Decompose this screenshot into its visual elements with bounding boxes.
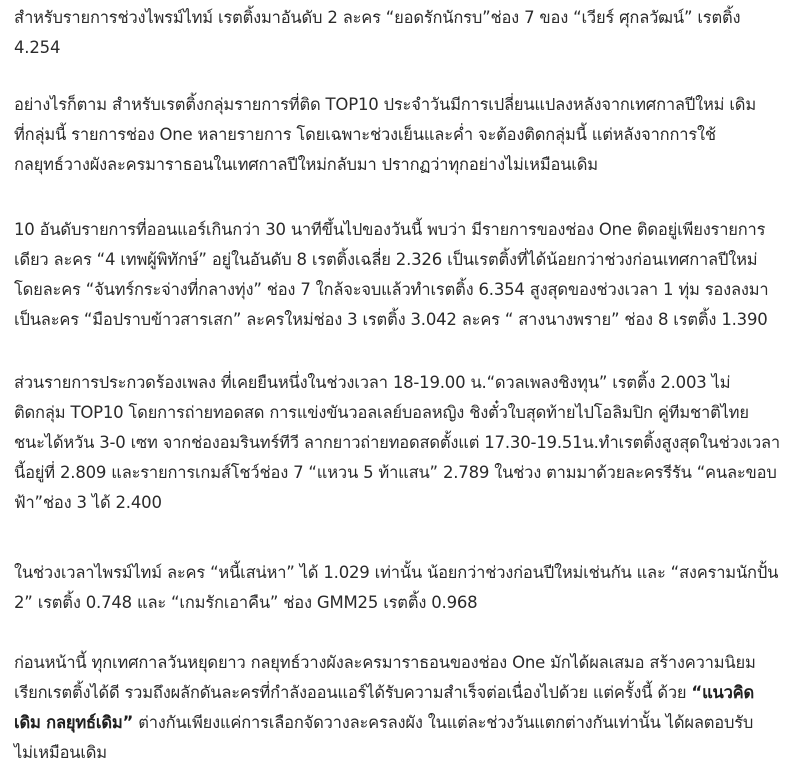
text-line: 10 อันดับรายการที่ออนแอร์เกินกว่า 30 นาทีขึ้นไปของวันนี้ พบว่า มีรายการของช่อง One ติดอยู่เพียงรายการ — [14, 220, 766, 239]
paragraph-singing-contest — [14, 368, 780, 518]
text-segment: ต่างกันเพียงแค่การเลือกจัดวางละครลงผัง ในแต่ละช่วงวันแตกต่างกันเท่านั้น ได้ผลตอบรับ — [133, 713, 754, 732]
text-line: กลยุทธ์วางผังละครมาราธอนในเทศกาลปีใหม่กลับมา ปรากฏว่าทุกอย่างไม่เหมือนเดิม — [14, 155, 598, 174]
bold-phrase: “แนวคิด — [691, 683, 754, 702]
text-line — [14, 708, 756, 738]
paragraph-top10-change — [14, 90, 756, 180]
text-line: ในช่วงเวลาไพรม์ไทม์ ละคร “หนี้เสน่หา” ได้ 1.029 เท่านั้น น้อยกว่าช่วงก่อนปีใหม่เช่นกัน และ “สงครามนักปั้น — [14, 563, 779, 582]
text-line: โดยละคร “จันทร์กระจ่างที่กลางทุ่ง” ช่อง 7 ใกล้จะจบแล้วทำเรตติ้ง 6.354 สูงสุดของช่วงเวลา 1 ทุ่ม รองลงมา — [14, 280, 769, 299]
text-line: ติดกลุ่ม TOP10 โดยการถ่ายทอดสด การแข่งขันวอลเลย์บอลหญิง ชิงตั๋วใบสุดท้ายไปโอลิมปิก คู่ทีมชาติไทย — [14, 403, 749, 422]
text-line: ก่อนหน้านี้ ทุกเทศกาลวันหยุดยาว กลยุทธ์วางผังละครมาราธอนของช่อง One มักได้ผลเสมอ สร้างความนิยม — [14, 653, 756, 672]
text-line: 2” เรตติ้ง 0.748 และ “เกมรักเอาคืน” ช่อง GMM25 เรตติ้ง 0.968 — [14, 593, 478, 612]
text-line: ฟ้า”ช่อง 3 ได้ 2.400 — [14, 493, 162, 512]
text-line: 4.254 — [14, 38, 61, 57]
text-line — [14, 678, 756, 708]
text-line: ชนะได้หวัน 3-0 เซท จากช่องอมรินทร์ทีวี ลากยาวถ่ายทอดสดตั้งแต่ 17.30-19.51น.ทำเรตติ้งสูงสุดในช่วงเวลา — [14, 433, 780, 452]
text-segment: เรียกเรตติ้งได้ดี รวมถึงผลักดันละครที่กำลังออนแอร์ได้รับความสำเร็จต่อเนื่องไปด้วย แต่ครั้งนี้ ด้วย — [14, 683, 692, 702]
text-line: สำหรับรายการช่วงไพรม์ไทม์ เรตติ้งมาอันดับ 2 ละคร “ยอดรักนักรบ”ช่อง 7 ของ “เวียร์ ศุกลวัฒน์” เรตติ้ง — [14, 8, 741, 27]
paragraph-top10-programs — [14, 215, 768, 335]
paragraph-primetime-dramas — [14, 558, 778, 618]
text-line: เป็นละคร “มือปราบข้าวสารเสก” ละครใหม่ช่อง 3 เรตติ้ง 3.042 ละคร “ สางนางพราย” ช่อง 8 เรตติ้ง 1.390 — [14, 310, 768, 329]
text-line: เดียว ละคร “4 เทพผู้พิทักษ์” อยู่ในอันดับ 8 เรตติ้งเฉลี่ย 2.326 เป็นเรตติ้งที่ได้น้อยกว่าช่วงก่อนเทศกาลปีใหม่ — [14, 250, 758, 269]
paragraph-primetime-ranking — [14, 3, 740, 63]
text-line: ส่วนรายการประกวดร้องเพลง ที่เคยยืนหนึ่งในช่วงเวลา 18-19.00 น.“ดวลเพลงชิงทุน” เรตติ้ง 2.003 ไม่ — [14, 373, 731, 392]
text-line: อย่างไรก็ตาม สำหรับเรตติ้งกลุ่มรายการที่ติด TOP10 ประจำวันมีการเปลี่ยนแปลงหลังจากเทศกาลปีใหม่ เดิม — [14, 95, 756, 114]
paragraph-marathon-strategy — [14, 648, 756, 768]
text-line: นี้อยู่ที่ 2.809 และรายการเกมส์โชว์ช่อง 7 “แหวน 5 ท้าแสน” 2.789 ในช่วง ตามมาด้วยละครรีรัน “คนละขอบ — [14, 463, 777, 482]
bold-phrase: เดิม กลยุทธ์เดิม” — [14, 713, 134, 732]
text-line: ที่กลุ่มนี้ รายการช่อง One หลายรายการ โดยเฉพาะช่วงเย็นและค่ำ จะต้องติดกลุ่มนี้ แต่หลังจากการใช้ — [14, 125, 716, 144]
text-line: ไม่เหมือนเดิม — [14, 743, 107, 762]
